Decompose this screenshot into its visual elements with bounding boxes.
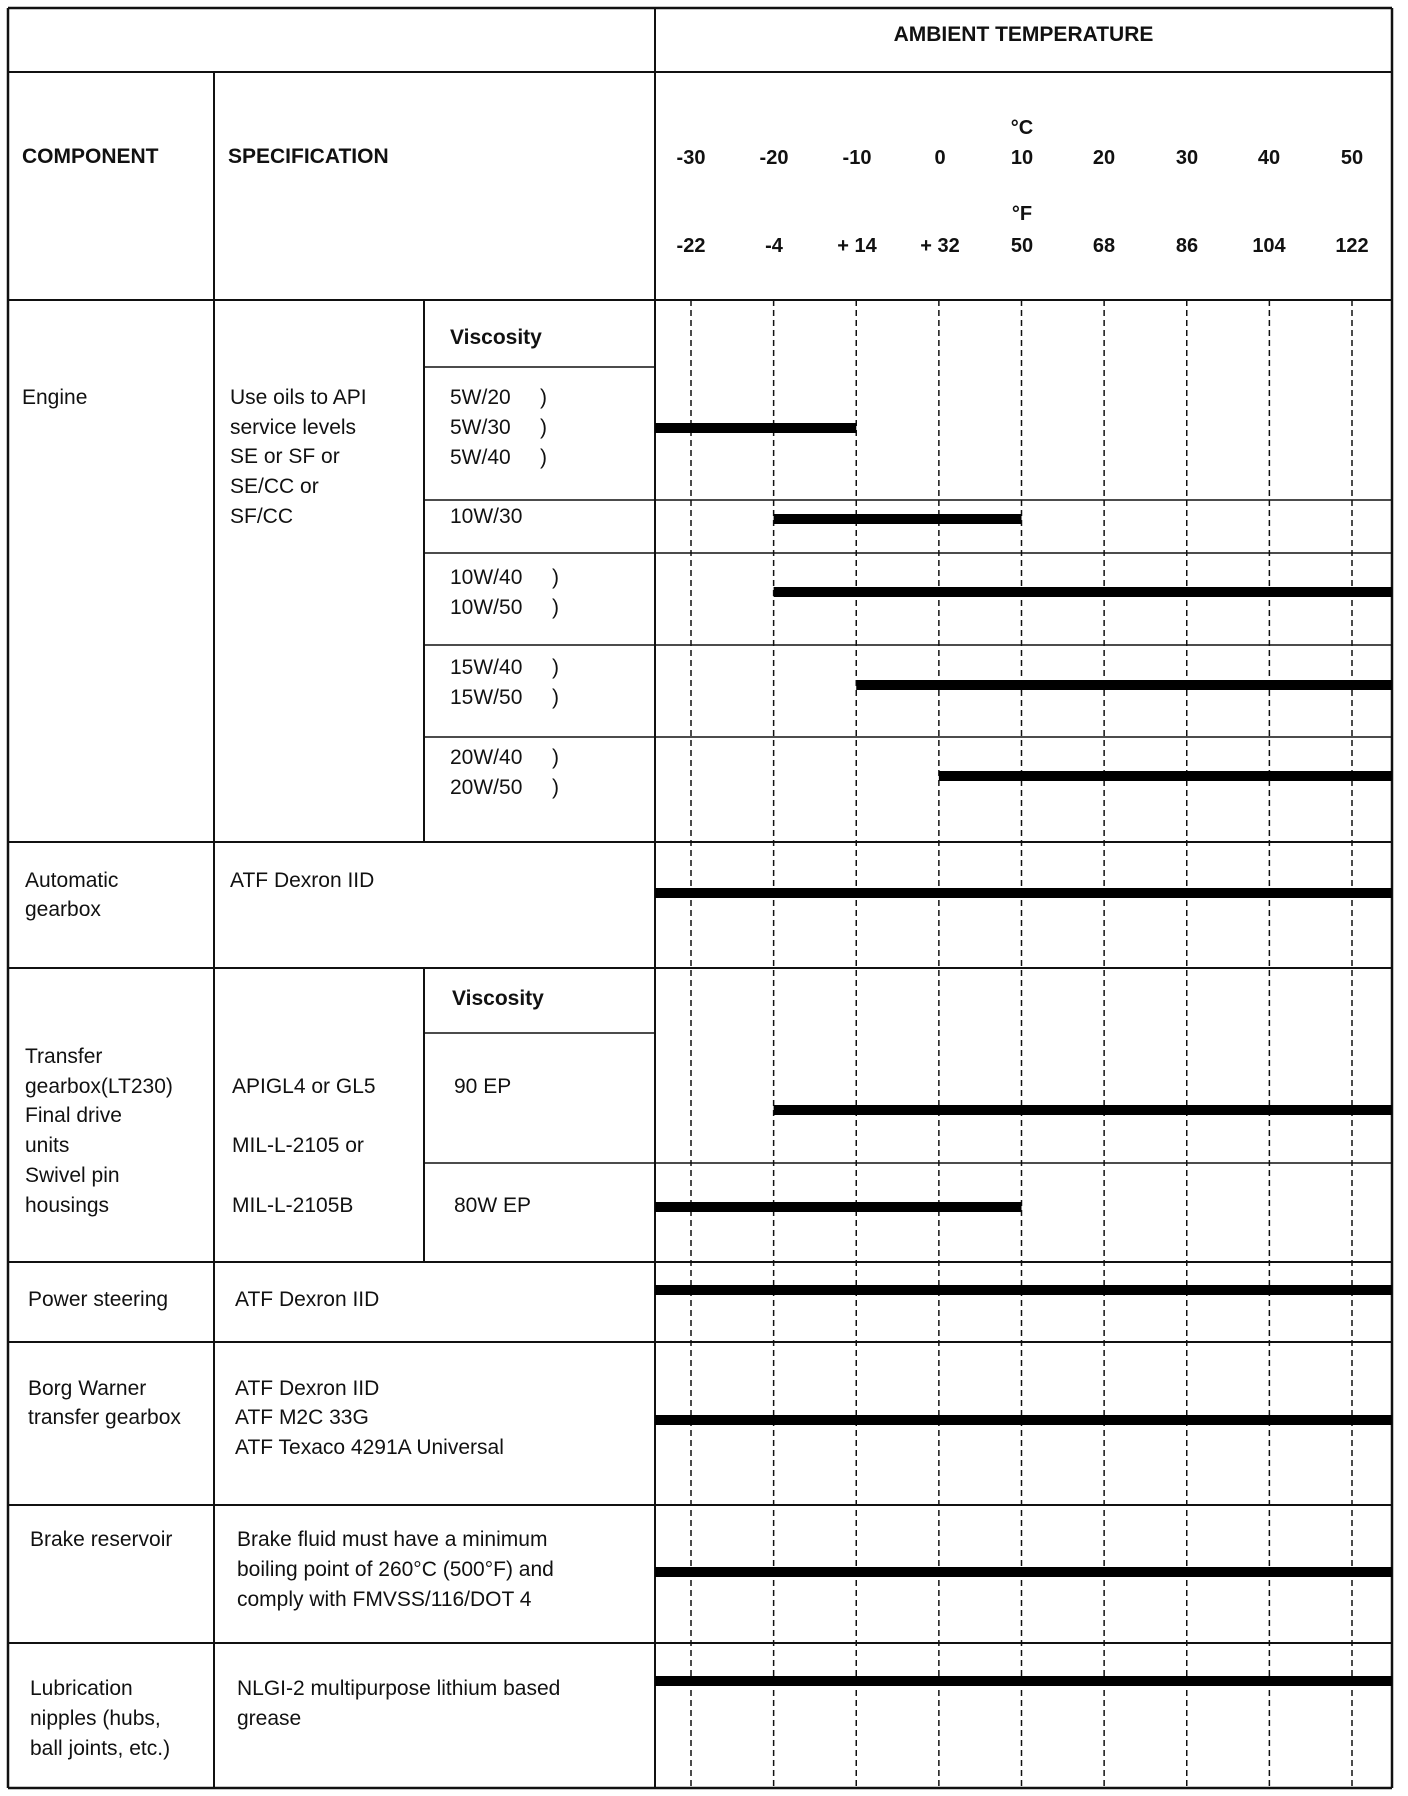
temperature-range-bar [939, 771, 1392, 781]
engine-viscosity-heading: Viscosity [450, 326, 542, 349]
borg-warner-component-line: transfer gearbox [28, 1406, 181, 1429]
transfer-component-line: gearbox(LT230) [25, 1075, 173, 1098]
transfer-component-line: Swivel pin [25, 1164, 120, 1187]
temperature-range-bar [774, 514, 1022, 524]
transfer-component-line: housings [25, 1194, 110, 1217]
borg-warner-spec-line: ATF Texaco 4291A Universal [235, 1436, 504, 1459]
grade-bracket: ) [552, 596, 559, 619]
power-steering-component: Power steering [28, 1288, 169, 1311]
fahrenheit-tick: 86 [1175, 235, 1199, 257]
fahrenheit-unit-label: °F [1011, 203, 1033, 225]
transfer-spec-line: MIL-L-2105 or [232, 1134, 364, 1157]
transfer-component-line: units [25, 1134, 70, 1157]
celsius-tick: -10 [842, 147, 872, 169]
grade-bracket: ) [540, 446, 547, 469]
celsius-tick: -30 [676, 147, 706, 169]
viscosity-grade: 80W EP [454, 1194, 532, 1217]
temperature-range-bar [655, 1285, 1392, 1295]
fahrenheit-tick: 104 [1252, 235, 1286, 257]
grade-bracket: ) [552, 656, 559, 679]
temperature-range-bar [655, 1676, 1392, 1686]
brake-reservoir-component: Brake reservoir [30, 1528, 173, 1551]
fahrenheit-tick: -22 [676, 235, 706, 257]
celsius-tick: 50 [1340, 147, 1364, 169]
automatic-gearbox-component-line: Automatic [25, 869, 119, 892]
fahrenheit-tick: 68 [1092, 235, 1116, 257]
automatic-gearbox-spec: ATF Dexron IID [230, 869, 375, 892]
transfer-viscosity-heading: Viscosity [452, 987, 544, 1010]
temperature-range-bar [655, 1202, 1022, 1212]
grade-bracket: ) [552, 566, 559, 589]
borg-warner-component-line: Borg Warner [28, 1377, 147, 1400]
grade-bracket: ) [552, 776, 559, 799]
celsius-tick: 20 [1092, 147, 1116, 169]
lubrication-component-line: ball joints, etc.) [30, 1737, 171, 1760]
engine-spec-line: SF/CC [230, 505, 293, 528]
celsius-tick: 10 [1010, 147, 1034, 169]
component-heading: COMPONENT [22, 145, 159, 168]
brake-reservoir-spec-line: boiling point of 260°C (500°F) and [237, 1558, 554, 1581]
celsius-unit-label: °C [1010, 117, 1034, 139]
grade-bracket: ) [540, 386, 547, 409]
fahrenheit-tick: 122 [1335, 235, 1369, 257]
fahrenheit-tick: 50 [1010, 235, 1034, 257]
viscosity-grade: 10W/40 [450, 566, 523, 589]
lubrication-spec-line: NLGI-2 multipurpose lithium based [237, 1677, 561, 1700]
temperature-range-bar [774, 1105, 1392, 1115]
temperature-range-bar [655, 1567, 1392, 1577]
power-steering-spec: ATF Dexron IID [235, 1288, 380, 1311]
specification-heading: SPECIFICATION [228, 145, 389, 168]
grade-bracket: ) [540, 416, 547, 439]
temperature-range-bar [856, 680, 1392, 690]
borg-warner-spec-line: ATF Dexron IID [235, 1377, 380, 1400]
fahrenheit-tick: + 32 [920, 235, 960, 257]
viscosity-grade: 5W/30 [450, 416, 511, 439]
transfer-spec-line: MIL-L-2105B [232, 1194, 354, 1217]
engine-component-label: Engine [22, 386, 88, 409]
transfer-spec-line: APIGL4 or GL5 [232, 1075, 376, 1098]
viscosity-grade: 5W/20 [450, 386, 511, 409]
viscosity-grade: 20W/50 [450, 776, 523, 799]
celsius-tick: -20 [759, 147, 789, 169]
viscosity-grade: 15W/50 [450, 686, 523, 709]
fahrenheit-tick: + 14 [837, 235, 877, 257]
engine-spec-line: service levels [230, 416, 357, 439]
lubrication-spec-line: grease [237, 1707, 302, 1730]
engine-spec-line: SE/CC or [230, 475, 319, 498]
ambient-temperature-title: AMBIENT TEMPERATURE [893, 23, 1154, 46]
temperature-range-bar [655, 1415, 1392, 1425]
viscosity-grade: 90 EP [454, 1075, 512, 1098]
viscosity-grade: 10W/50 [450, 596, 523, 619]
celsius-tick: 40 [1257, 147, 1281, 169]
celsius-tick: 30 [1175, 147, 1199, 169]
engine-spec-line: SE or SF or [230, 445, 340, 468]
viscosity-grade: 20W/40 [450, 746, 523, 769]
viscosity-grade: 15W/40 [450, 656, 523, 679]
viscosity-grade: 5W/40 [450, 446, 511, 469]
brake-reservoir-spec-line: comply with FMVSS/116/DOT 4 [237, 1588, 532, 1611]
temperature-range-bar [655, 888, 1392, 898]
temperature-range-bar [774, 587, 1392, 597]
transfer-component-line: Final drive [25, 1104, 122, 1127]
lubrication-component-line: Lubrication [30, 1677, 133, 1700]
borg-warner-spec-line: ATF M2C 33G [235, 1406, 369, 1429]
fahrenheit-tick: -4 [765, 235, 783, 257]
brake-reservoir-spec-line: Brake fluid must have a minimum [237, 1528, 548, 1551]
lubrication-component-line: nipples (hubs, [30, 1707, 161, 1730]
viscosity-grade: 10W/30 [450, 505, 523, 528]
grade-bracket: ) [552, 746, 559, 769]
automatic-gearbox-component-line: gearbox [25, 898, 101, 921]
transfer-component-line: Transfer [25, 1045, 103, 1068]
celsius-tick: 0 [934, 147, 946, 169]
engine-spec-line: Use oils to API [230, 386, 367, 409]
grade-bracket: ) [552, 686, 559, 709]
temperature-range-bar [655, 423, 856, 433]
